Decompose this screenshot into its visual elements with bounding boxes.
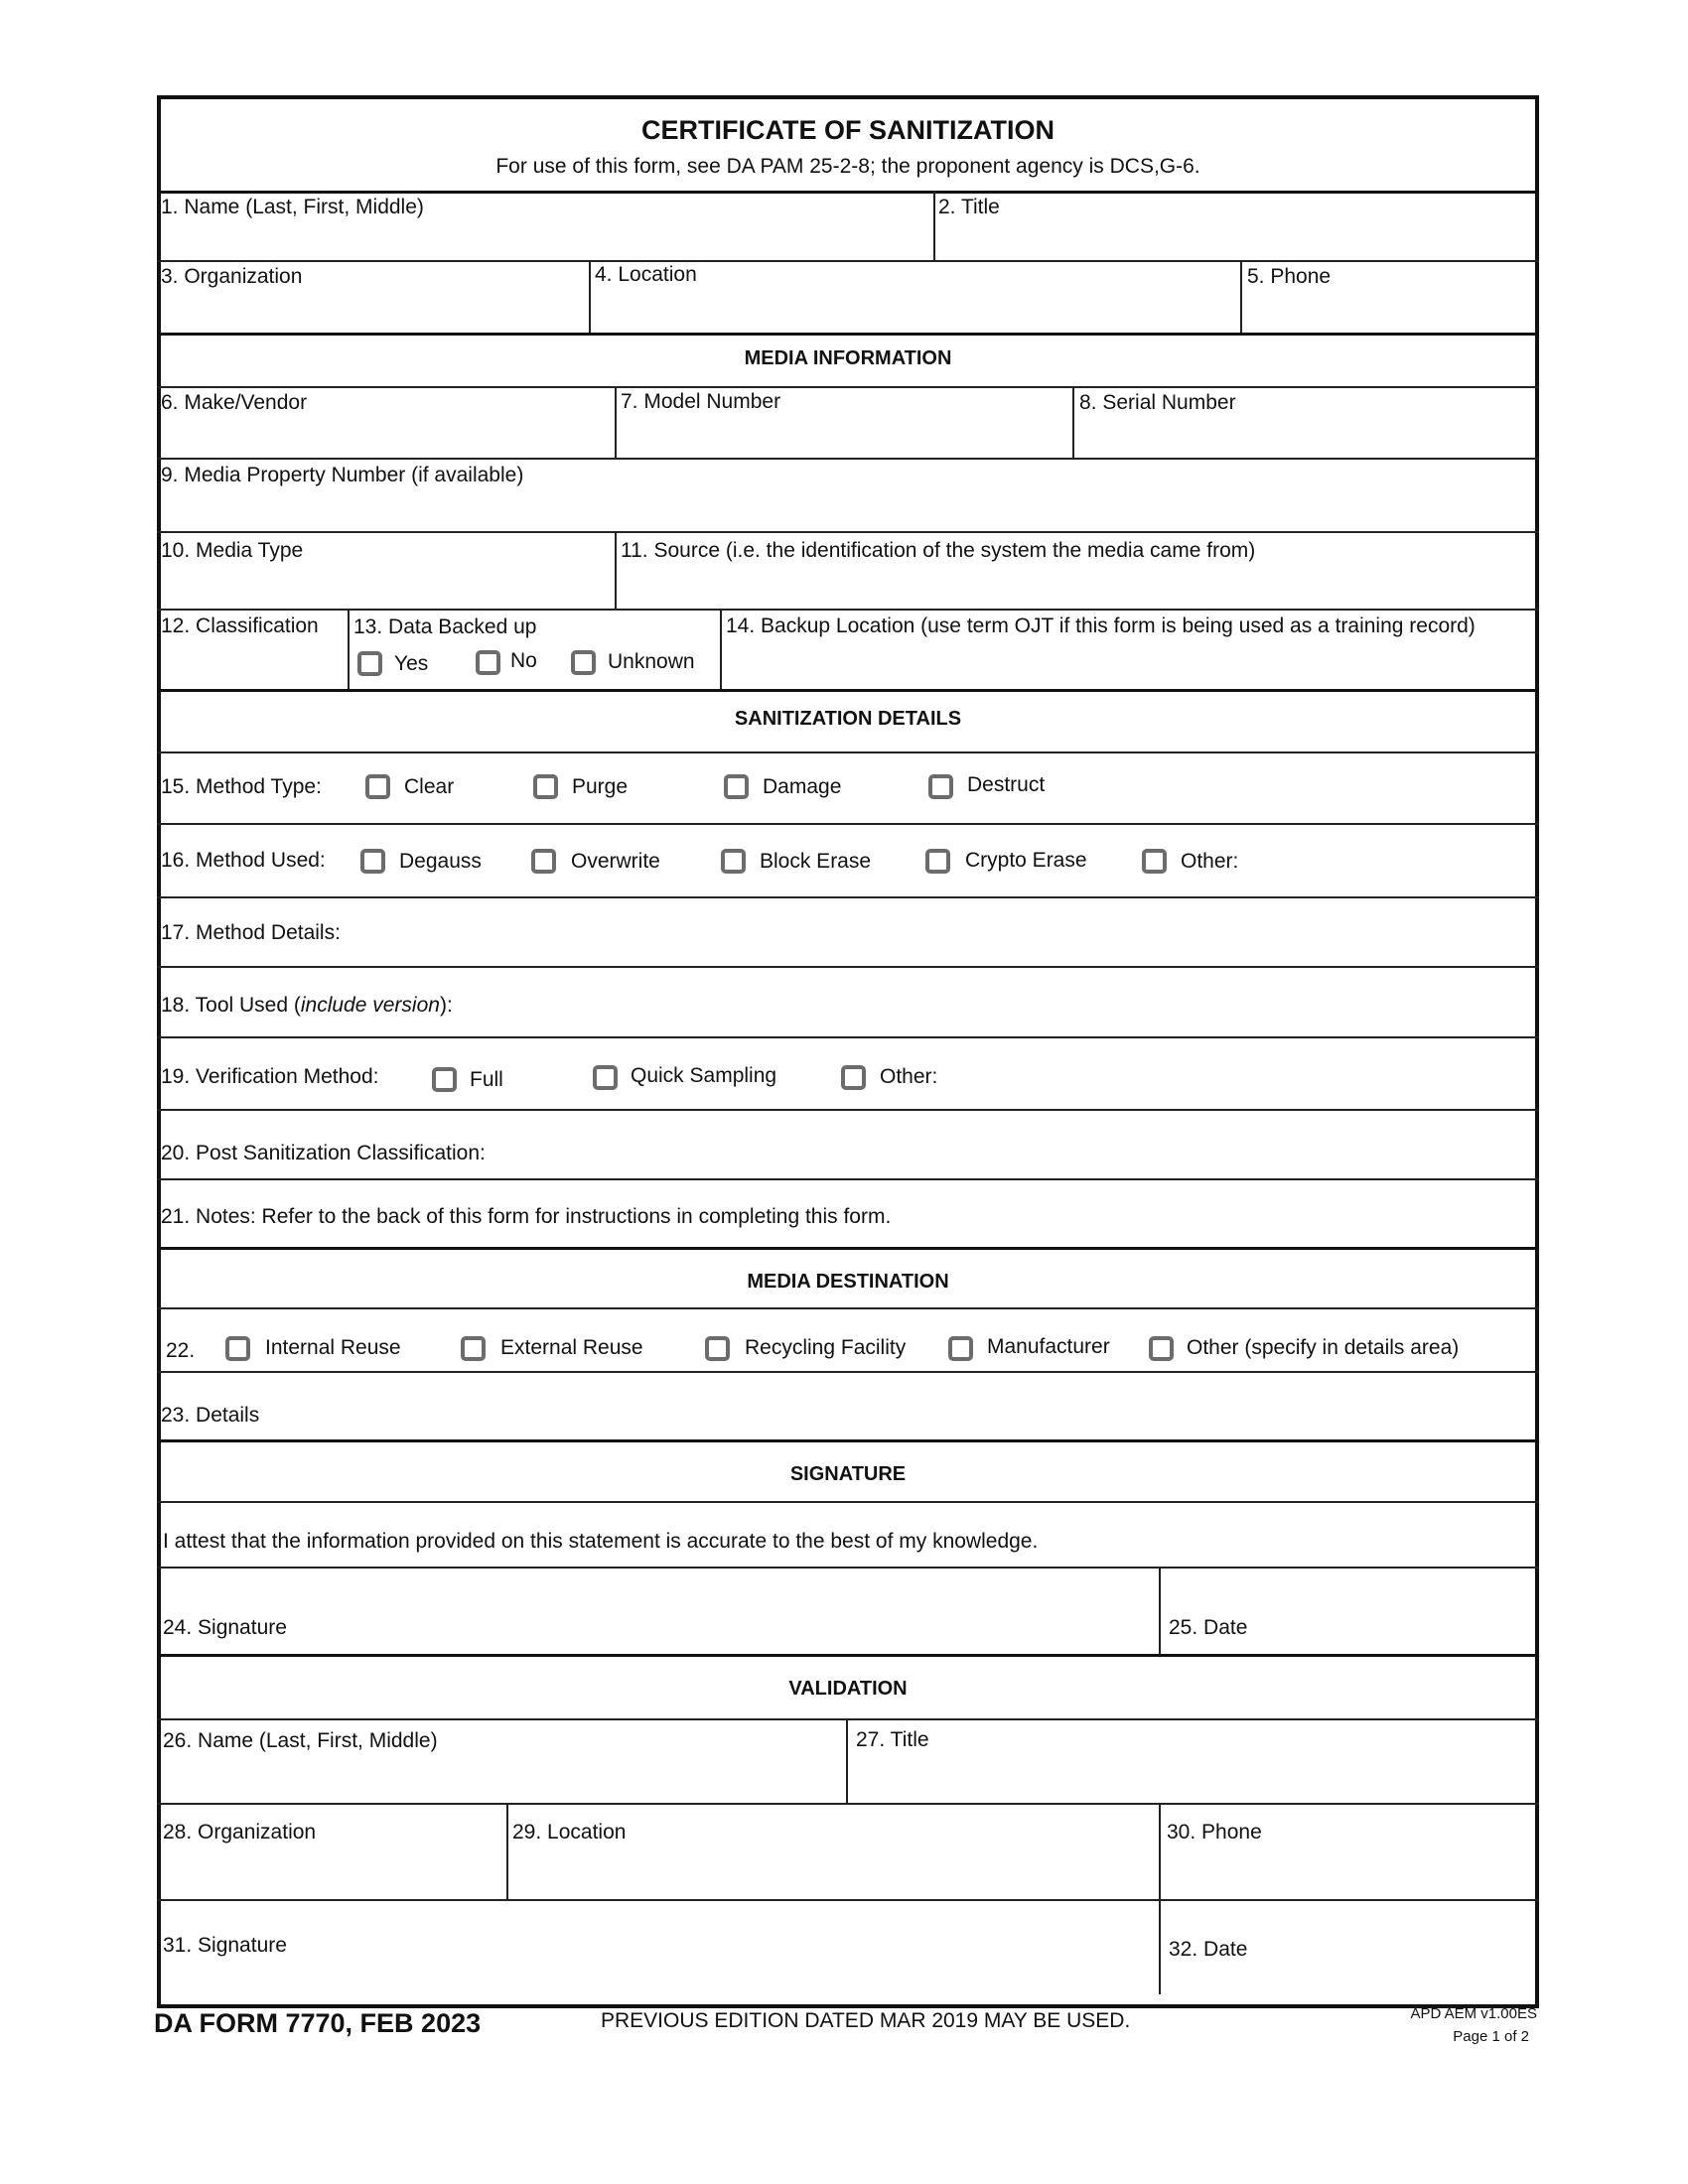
section-signature: SIGNATURE <box>789 1463 907 1485</box>
method-purge-checkbox[interactable] <box>533 774 558 799</box>
label-validator-signature: 31. Signature <box>163 1934 287 1957</box>
backed-up-no-checkbox[interactable] <box>476 650 500 675</box>
label-details: 23. Details <box>161 1404 260 1427</box>
divider <box>157 260 1539 262</box>
label-classification: 12. Classification <box>161 614 319 637</box>
name-input[interactable] <box>161 222 925 256</box>
method-damage-checkbox[interactable] <box>724 774 749 799</box>
form-frame <box>157 95 1539 2008</box>
divider <box>157 1899 1539 1901</box>
details-input[interactable] <box>278 1382 1529 1433</box>
verification-other-input[interactable] <box>953 1054 1529 1090</box>
method-crypto-erase-label: Crypto Erase <box>965 849 1087 872</box>
label-date: 25. Date <box>1169 1616 1248 1639</box>
label-media-property-number: 9. Media Property Number (if available) <box>161 464 524 486</box>
destination-external-reuse-checkbox[interactable] <box>461 1336 486 1361</box>
label-name: 1. Name (Last, First, Middle) <box>161 196 424 218</box>
destination-other-label: Other (specify in details area) <box>1187 1336 1460 1359</box>
method-overwrite-checkbox[interactable] <box>531 849 556 874</box>
form-subtitle: For use of this form, see DA PAM 25-2-8; the proponent agency is DCS,G-6. <box>495 155 1200 178</box>
divider <box>157 1307 1539 1309</box>
divider <box>157 1803 1539 1805</box>
column-divider <box>1159 1803 1161 1899</box>
backed-up-yes-checkbox[interactable] <box>357 651 382 676</box>
form-number: DA FORM 7770, FEB 2023 <box>154 2008 482 2038</box>
source-input[interactable] <box>621 568 1529 606</box>
method-block-erase-checkbox[interactable] <box>721 849 746 874</box>
divider <box>157 1718 1539 1720</box>
method-degauss-label: Degauss <box>399 850 482 873</box>
label-phone: 5. Phone <box>1247 265 1332 288</box>
label-validator-location: 29. Location <box>512 1821 627 1843</box>
date-input[interactable] <box>1241 1573 1529 1649</box>
organization-input[interactable] <box>161 293 583 329</box>
method-destruct-label: Destruct <box>967 773 1046 796</box>
divider <box>157 1501 1539 1503</box>
label-source: 11. Source (i.e. the identification of the system the media came from) <box>621 539 1256 562</box>
label-verification-method: 19. Verification Method: <box>161 1065 379 1088</box>
destination-internal-reuse-label: Internal Reuse <box>265 1336 401 1359</box>
edition-note: PREVIOUS EDITION DATED MAR 2019 MAY BE USED. <box>601 2009 1131 2032</box>
validator-date-input[interactable] <box>1241 1911 1529 1990</box>
title-input[interactable] <box>938 222 1529 256</box>
label-media-type: 10. Media Type <box>161 539 304 562</box>
divider <box>157 531 1539 533</box>
divider <box>157 609 1539 611</box>
method-other-checkbox[interactable] <box>1142 849 1167 874</box>
serial-number-input[interactable] <box>1079 419 1531 455</box>
section-sanitization-details: SANITIZATION DETAILS <box>734 708 962 730</box>
validator-name-input[interactable] <box>163 1757 838 1797</box>
form-title: CERTIFICATE OF SANITIZATION <box>641 115 1055 145</box>
method-other-input[interactable] <box>1251 844 1529 880</box>
attestation-text: I attest that the information provided on this statement is accurate to the best of my knowledge. <box>163 1530 1039 1553</box>
method-overwrite-label: Overwrite <box>571 850 660 873</box>
verification-full-label: Full <box>470 1068 503 1091</box>
column-divider <box>1072 386 1074 458</box>
label-destination: 22. <box>166 1339 196 1362</box>
column-divider <box>589 260 591 333</box>
column-divider <box>348 609 350 689</box>
destination-manufacturer-label: Manufacturer <box>987 1335 1110 1358</box>
label-method-details: 17. Method Details: <box>161 921 341 944</box>
label-validator-date: 32. Date <box>1169 1938 1248 1961</box>
label-make-vendor: 6. Make/Vendor <box>161 391 308 414</box>
verification-other-checkbox[interactable] <box>841 1065 866 1090</box>
method-crypto-erase-checkbox[interactable] <box>925 849 950 874</box>
method-destruct-checkbox[interactable] <box>928 774 953 799</box>
phone-input[interactable] <box>1247 293 1530 329</box>
column-divider <box>846 1718 848 1803</box>
column-divider <box>615 386 617 458</box>
label-validator-phone: 30. Phone <box>1167 1821 1262 1843</box>
column-divider <box>1159 1899 1161 1994</box>
validator-title-input[interactable] <box>856 1757 1531 1797</box>
divider <box>157 1178 1539 1180</box>
column-divider <box>506 1803 508 1899</box>
divider <box>157 1109 1539 1111</box>
divider <box>157 966 1539 968</box>
divider <box>157 386 1539 388</box>
label-organization: 3. Organization <box>161 265 303 288</box>
media-property-number-input[interactable] <box>161 491 1531 527</box>
method-clear-checkbox[interactable] <box>365 774 390 799</box>
tool-used-input[interactable] <box>477 977 1529 1032</box>
method-damage-label: Damage <box>763 775 842 798</box>
method-block-erase-label: Block Erase <box>760 850 872 873</box>
post-sanitization-classification-input[interactable] <box>506 1122 1529 1175</box>
divider <box>157 458 1539 460</box>
verification-quick-sampling-label: Quick Sampling <box>631 1064 777 1087</box>
label-validator-name: 26. Name (Last, First, Middle) <box>163 1729 438 1752</box>
label-tool-used: 18. Tool Used (include version): <box>161 994 453 1017</box>
label-validator-organization: 28. Organization <box>163 1821 317 1843</box>
signature-field[interactable] <box>298 1573 1152 1649</box>
label-signature: 24. Signature <box>163 1616 287 1639</box>
destination-recycling-facility-label: Recycling Facility <box>745 1336 907 1359</box>
section-validation: VALIDATION <box>788 1678 908 1700</box>
form-version: APD AEM v1.00ES <box>1410 2005 1537 2022</box>
divider <box>157 1371 1539 1373</box>
divider <box>157 191 1539 194</box>
label-model-number: 7. Model Number <box>621 390 781 413</box>
verification-other-label: Other: <box>880 1065 938 1088</box>
section-media-destination: MEDIA DESTINATION <box>747 1271 949 1293</box>
media-type-input[interactable] <box>161 568 608 606</box>
column-divider <box>1159 1567 1161 1654</box>
model-number-input[interactable] <box>621 419 1067 455</box>
verification-full-checkbox[interactable] <box>432 1067 457 1092</box>
column-divider <box>933 191 935 260</box>
divider <box>157 1439 1539 1442</box>
divider <box>157 689 1539 692</box>
divider <box>157 1654 1539 1657</box>
divider <box>157 333 1539 336</box>
column-divider <box>720 609 722 689</box>
page-number: Page 1 of 2 <box>1453 2028 1529 2045</box>
method-clear-label: Clear <box>404 775 455 798</box>
backup-location-input[interactable] <box>726 643 1530 685</box>
backed-up-yes-label: Yes <box>394 652 429 675</box>
label-post-sanitization-classification: 20. Post Sanitization Classification: <box>161 1142 486 1164</box>
validator-organization-input[interactable] <box>163 1848 500 1894</box>
method-details-input[interactable] <box>357 905 1529 961</box>
column-divider <box>1240 260 1242 333</box>
label-backup-location: 14. Backup Location (use term OJT if this form is being used as a training record) <box>726 614 1476 637</box>
divider <box>157 1567 1539 1569</box>
label-serial-number: 8. Serial Number <box>1079 391 1236 414</box>
method-purge-label: Purge <box>572 775 629 798</box>
method-degauss-checkbox[interactable] <box>360 849 385 874</box>
backed-up-no-label: No <box>510 649 537 672</box>
label-method-used: 16. Method Used: <box>161 849 326 872</box>
location-input[interactable] <box>595 293 1235 329</box>
verification-quick-sampling-checkbox[interactable] <box>593 1065 618 1090</box>
divider <box>157 896 1539 898</box>
destination-internal-reuse-checkbox[interactable] <box>225 1336 250 1361</box>
backed-up-unknown-label: Unknown <box>608 650 695 673</box>
label-title: 2. Title <box>938 196 1000 218</box>
label-location: 4. Location <box>595 263 697 286</box>
validator-phone-input[interactable] <box>1167 1848 1529 1894</box>
divider <box>157 1247 1539 1250</box>
label-validator-title: 27. Title <box>856 1728 929 1751</box>
destination-recycling-facility-checkbox[interactable] <box>705 1336 730 1361</box>
divider <box>157 1036 1539 1038</box>
backed-up-unknown-checkbox[interactable] <box>571 650 596 675</box>
destination-manufacturer-checkbox[interactable] <box>948 1336 973 1361</box>
validator-location-input[interactable] <box>512 1848 1153 1894</box>
column-divider <box>615 531 617 609</box>
divider <box>157 823 1539 825</box>
validator-signature-field[interactable] <box>298 1911 1152 1990</box>
divider <box>157 751 1539 753</box>
label-method-type: 15. Method Type: <box>161 775 322 798</box>
make-vendor-input[interactable] <box>161 419 608 455</box>
method-other-label: Other: <box>1181 850 1239 873</box>
destination-other-checkbox[interactable] <box>1149 1336 1174 1361</box>
label-notes: 21. Notes: Refer to the back of this form for instructions in completing this form. <box>161 1205 892 1228</box>
destination-external-reuse-label: External Reuse <box>500 1336 643 1359</box>
classification-input[interactable] <box>161 643 342 685</box>
section-media-information: MEDIA INFORMATION <box>744 347 952 369</box>
label-data-backed-up: 13. Data Backed up <box>353 615 537 638</box>
